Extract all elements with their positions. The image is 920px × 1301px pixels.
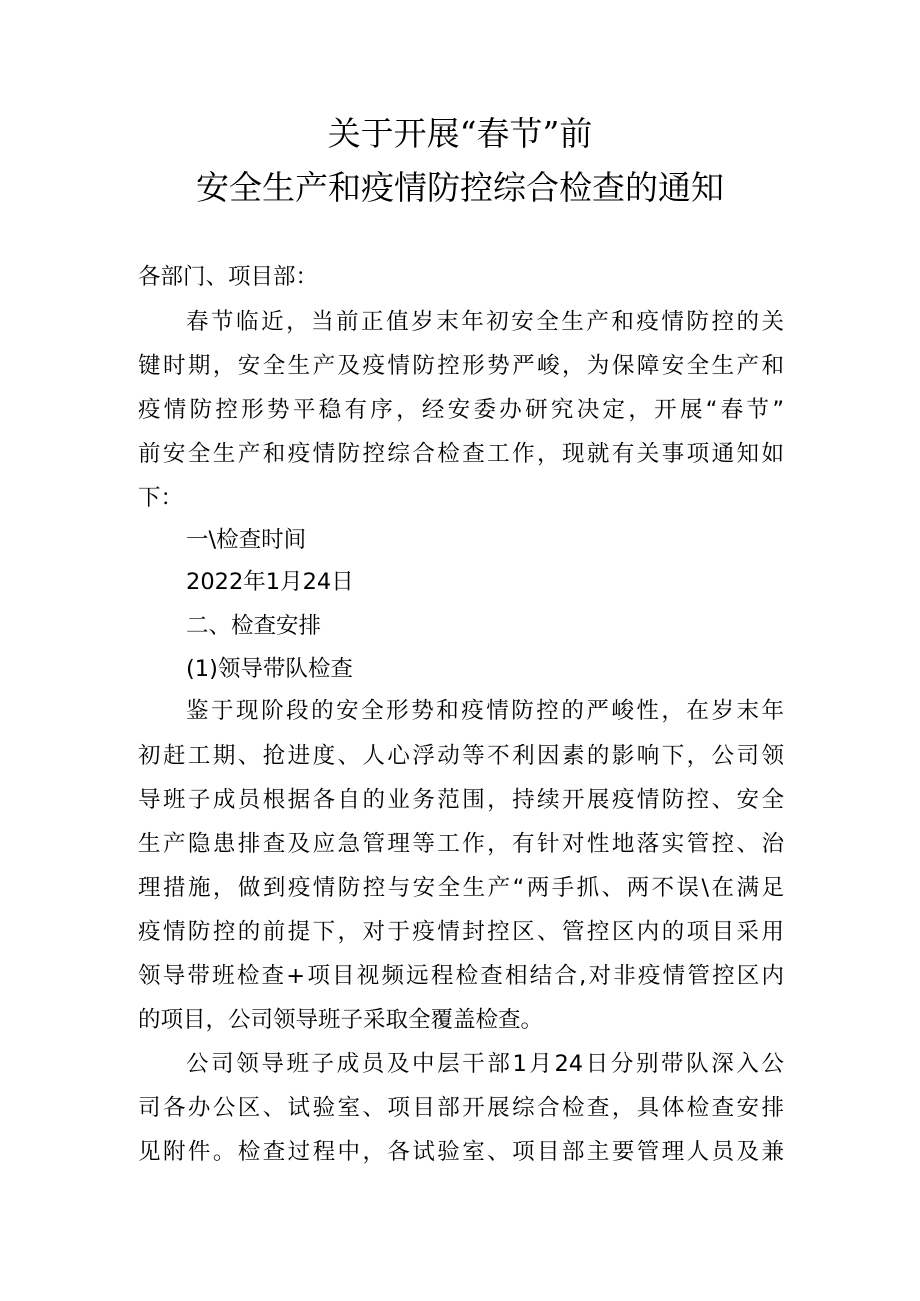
document-title-line-2: 安全生产和疫情防控综合检查的通知 [196, 168, 724, 207]
paragraph-line: 鉴于现阶段的安全形势和疫情防控的严峻性，在岁末年 [186, 698, 784, 724]
paragraph-line: 键时期，安全生产及疫情防控形势严峻，为保障安全生产和 [138, 353, 784, 379]
paragraph-line: 的项目，公司领导班子采取全覆盖检查。 [138, 1007, 544, 1033]
paragraph-line: 下： [138, 485, 184, 511]
salutation: 各部门、项目部： [138, 264, 319, 290]
paragraph-line: 领导带班检查+项目视频远程检查相结合,对非疫情管控区内 [138, 963, 784, 989]
paragraph-line: 疫情防控形势平稳有序，经安委办研究决定，开展“春节” [138, 397, 784, 423]
paragraph-line: 春节临近，当前正值岁末年初安全生产和疫情防控的关 [186, 309, 784, 335]
paragraph-line: 初赶工期、抢进度、人心浮动等不利因素的影响下，公司领 [138, 743, 784, 769]
document-title-line-1: 关于开展“春节”前 [327, 114, 593, 153]
section-heading-check-arrangement: 二、检查安排 [186, 613, 322, 639]
subsection-heading-leader-inspection: (1)领导带队检查 [186, 656, 353, 682]
paragraph-line: 导班子成员根据各自的业务范围，持续开展疫情防控、安全 [138, 787, 784, 813]
paragraph-line: 见附件。检查过程中，各试验室、项目部主要管理人员及兼 [138, 1139, 784, 1165]
check-date: 2022年1月24日 [186, 569, 354, 595]
paragraph-line: 公司领导班子成员及中层干部1月24日分别带队深入公 [186, 1051, 784, 1077]
section-heading-check-time: 一\检查时间 [186, 527, 307, 553]
paragraph-line: 理措施，做到疫情防控与安全生产“两手抓、两不误\在满足 [138, 875, 784, 901]
paragraph-line: 疫情防控的前提下，对于疫情封控区、管控区内的项目采用 [138, 919, 784, 945]
paragraph-line: 生产隐患排查及应急管理等工作，有针对性地落实管控、治 [138, 831, 784, 857]
paragraph-line: 前安全生产和疫情防控综合检查工作，现就有关事项通知如 [138, 441, 784, 467]
paragraph-line: 司各办公区、试验室、项目部开展综合检查，具体检查安排 [138, 1095, 784, 1121]
